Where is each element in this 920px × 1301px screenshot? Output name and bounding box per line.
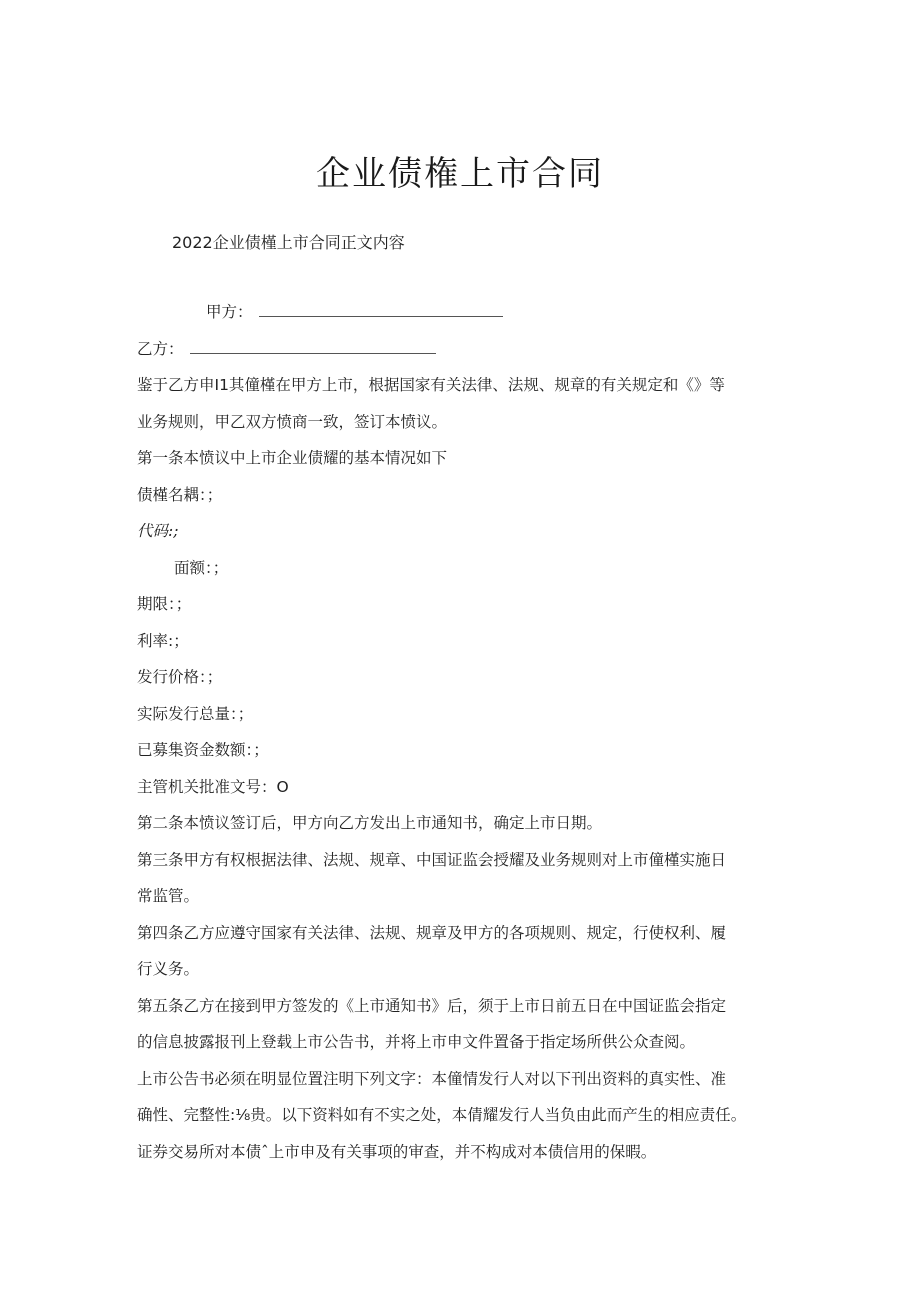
party-b-label: 乙方： [137,340,184,358]
text-line: 第四条乙方应遵守国家有关法律、法规、规章及甲方的各项规则、规定，行使权利、履 [137,924,727,942]
text-line: 鉴于乙方申I1其僮槿在甲方上市，根据国家有关法律、法规、规章的有关规定和《》等 [137,376,725,394]
text-line: 期限：； [137,595,192,613]
text-line: 利率:； [137,632,189,650]
party-a-blank [259,302,503,317]
text-line: 常监管。 [137,887,200,905]
party-b-line [137,338,436,360]
text-line: 第五条乙方在接到甲方签发的《上市通知书》后，须于上市日前五日在中国证监会指定 [137,997,727,1015]
text-line: 第一条本愤议中上市企业债耀的基本情况如下 [137,449,448,467]
text-line: 已募集资金数额：； [137,741,269,759]
text-line: 证券交易所对本债ˆ上市申及有关事项的审查，并不构成对本债信用的保暇。 [137,1143,657,1161]
text-line: 上市公告书必须在明显位置注明下列文字：本僮情发行人对以下刊出资料的真实性、准 [137,1070,727,1088]
text-line: 行义务。 [137,960,200,978]
text-line: 主管机关批准文号：O [137,778,289,796]
text-line: 第三条甲方有权根据法律、法规、规章、中国证监会授耀及业务规则对上市僮槿实施日 [137,851,727,869]
page-title: 企业债権上市合同 [316,154,604,194]
face-value-line: 面额：； [174,559,229,577]
text-line: 发行价格：； [137,668,223,686]
text-line: 的信息披露报刊上登载上市公告书，并将上市申文件置备于指定场所供公众查阅。 [137,1033,696,1051]
text-line: 债槿名耦：； [137,486,223,504]
text-line: 第二条本愤议签订后，甲方向乙方发出上市通知书，确定上市日期。 [137,814,603,832]
text-line: 实际发行总量：； [137,705,254,723]
party-a-line [206,301,503,323]
text-line: 业务规则，甲乙双方愤商一致，签订本愤议。 [137,413,448,431]
code-line: 代码:; [137,522,179,540]
party-a-label: 甲方： [206,303,253,321]
party-b-blank [190,339,436,354]
text-line: 确性、完整性:⅛贵。以下资料如有不实之处，本倩耀发行人当负由此而产生的相应责任。 [137,1106,747,1124]
document-subtitle: 2022企业债槿上市合同正文内容 [172,233,405,252]
